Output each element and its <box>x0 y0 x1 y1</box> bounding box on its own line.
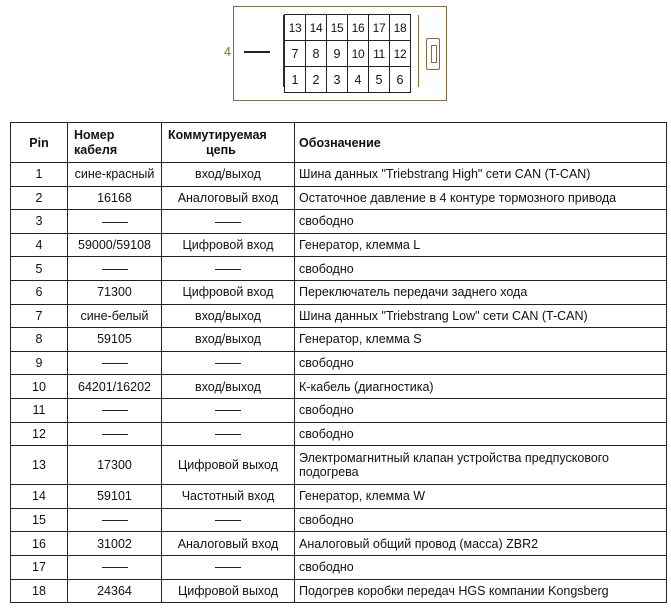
empty-dash <box>102 520 128 521</box>
connector-pin: 18 <box>389 14 411 41</box>
table-row <box>11 398 667 422</box>
cell-cable-number: сине-белый <box>68 304 162 328</box>
table-row <box>11 532 667 556</box>
connector-pin: 10 <box>347 40 369 67</box>
empty-dash <box>215 410 241 411</box>
cell-circuit: Частотный вход <box>162 485 295 509</box>
cell-pin: 1 <box>11 163 68 187</box>
header-pin: Pin <box>11 123 68 163</box>
pin4-lead-line <box>244 51 270 53</box>
header-cable-line1: Номер <box>74 127 115 142</box>
cell-cable-number: 59000/59108 <box>68 233 162 257</box>
cell-pin: 4 <box>11 233 68 257</box>
connector-pin: 3 <box>326 66 348 93</box>
connector-pin: 4 <box>347 66 369 93</box>
cell-designation: свободно <box>295 555 667 579</box>
table-row <box>11 508 667 532</box>
cell-pin: 2 <box>11 186 68 210</box>
table-row <box>11 446 667 485</box>
cell-cable-number: 31002 <box>68 532 162 556</box>
table-header-row <box>11 123 667 163</box>
connector-pin: 1 <box>284 66 306 93</box>
cell-circuit: Цифровой выход <box>162 579 295 603</box>
cell-designation: Остаточное давление в 4 контуре тормозного привода <box>295 186 667 210</box>
connector-pin: 17 <box>368 14 390 41</box>
connector-pin: 16 <box>347 14 369 41</box>
table-row <box>11 186 667 210</box>
cell-designation: свободно <box>295 422 667 446</box>
header-designation: Обозначение <box>295 123 667 163</box>
table-row <box>11 351 667 375</box>
cell-pin: 17 <box>11 555 68 579</box>
header-circuit-line2: цепь <box>206 142 236 157</box>
cell-circuit <box>162 422 295 446</box>
empty-dash <box>102 434 128 435</box>
cell-cable-number: 59105 <box>68 328 162 352</box>
table-body <box>11 163 667 603</box>
empty-dash <box>102 269 128 270</box>
cell-cable-number <box>68 398 162 422</box>
empty-dash <box>215 222 241 223</box>
connector-pin: 5 <box>368 66 390 93</box>
connector-pin: 7 <box>284 40 306 67</box>
cell-designation: Генератор, клемма W <box>295 485 667 509</box>
cell-designation: свободно <box>295 210 667 234</box>
cell-circuit: Аналоговый вход <box>162 532 295 556</box>
cell-cable-number <box>68 508 162 532</box>
cell-cable-number: 17300 <box>68 446 162 485</box>
pin-assignment-table <box>10 122 667 603</box>
cell-cable-number: 59101 <box>68 485 162 509</box>
cell-cable-number: 16168 <box>68 186 162 210</box>
cell-circuit <box>162 508 295 532</box>
cell-pin: 13 <box>11 446 68 485</box>
cell-circuit: вход/выход <box>162 375 295 399</box>
cell-designation: Подогрев коробки передач HGS компании Kongsberg <box>295 579 667 603</box>
cell-pin: 12 <box>11 422 68 446</box>
header-cable-number <box>68 123 162 163</box>
table-row <box>11 233 667 257</box>
cell-circuit: вход/выход <box>162 163 295 187</box>
cell-designation: свободно <box>295 351 667 375</box>
cell-cable-number <box>68 210 162 234</box>
cell-circuit <box>162 398 295 422</box>
cell-pin: 5 <box>11 257 68 281</box>
cell-pin: 18 <box>11 579 68 603</box>
cell-designation: Генератор, клемма L <box>295 233 667 257</box>
table-row <box>11 280 667 304</box>
cell-cable-number <box>68 422 162 446</box>
table-row <box>11 422 667 446</box>
cell-designation: Аналоговый общий провод (масса) ZBR2 <box>295 532 667 556</box>
cell-cable-number <box>68 257 162 281</box>
empty-dash <box>215 567 241 568</box>
cell-cable-number: сине-красный <box>68 163 162 187</box>
empty-dash <box>215 434 241 435</box>
cell-pin: 6 <box>11 280 68 304</box>
cell-circuit <box>162 210 295 234</box>
table-row <box>11 328 667 352</box>
cell-cable-number: 64201/16202 <box>68 375 162 399</box>
empty-dash <box>215 269 241 270</box>
cell-circuit: вход/выход <box>162 304 295 328</box>
cell-cable-number <box>68 351 162 375</box>
cell-circuit: Аналоговый вход <box>162 186 295 210</box>
table-row <box>11 257 667 281</box>
connector-pin: 11 <box>368 40 390 67</box>
cell-designation: Шина данных "Triebstrang Low" сети CAN (T-CAN) <box>295 304 667 328</box>
cell-pin: 3 <box>11 210 68 234</box>
empty-dash <box>102 410 128 411</box>
pin4-side-label: 4 <box>224 45 231 59</box>
cell-designation: свободно <box>295 257 667 281</box>
cell-designation: Шина данных "Triebstrang High" сети CAN (T-CAN) <box>295 163 667 187</box>
cell-circuit: Цифровой выход <box>162 446 295 485</box>
cell-designation: К-кабель (диагностика) <box>295 375 667 399</box>
cell-pin: 14 <box>11 485 68 509</box>
cell-pin: 15 <box>11 508 68 532</box>
connector-pin: 6 <box>389 66 411 93</box>
cell-pin: 9 <box>11 351 68 375</box>
table-row <box>11 579 667 603</box>
table-row <box>11 210 667 234</box>
connector-pin: 14 <box>305 14 327 41</box>
header-switched-circuit <box>162 123 295 163</box>
cell-circuit: Цифровой вход <box>162 233 295 257</box>
cell-pin: 16 <box>11 532 68 556</box>
table-row <box>11 485 667 509</box>
empty-dash <box>102 363 128 364</box>
cell-designation: Генератор, клемма S <box>295 328 667 352</box>
table-row <box>11 375 667 399</box>
cell-cable-number <box>68 555 162 579</box>
header-circuit-line1: Коммутируемая <box>168 127 267 142</box>
connector-pin: 2 <box>305 66 327 93</box>
cell-pin: 8 <box>11 328 68 352</box>
cell-circuit: Цифровой вход <box>162 280 295 304</box>
cell-designation: свободно <box>295 508 667 532</box>
cell-pin: 11 <box>11 398 68 422</box>
connector-pin: 13 <box>284 14 306 41</box>
empty-dash <box>102 222 128 223</box>
cell-designation: Электромагнитный клапан устройства предпускового подогрева <box>295 446 667 485</box>
cell-circuit: вход/выход <box>162 328 295 352</box>
table-row <box>11 304 667 328</box>
table-row <box>11 163 667 187</box>
cell-cable-number: 71300 <box>68 280 162 304</box>
cell-circuit <box>162 351 295 375</box>
connector-pin: 9 <box>326 40 348 67</box>
empty-dash <box>102 567 128 568</box>
cell-pin: 10 <box>11 375 68 399</box>
empty-dash <box>215 520 241 521</box>
connector-latch-inner <box>431 45 437 63</box>
header-cable-line2: кабеля <box>74 142 118 157</box>
connector-pin: 15 <box>326 14 348 41</box>
cell-designation: свободно <box>295 398 667 422</box>
connector-pin-grid <box>285 15 411 93</box>
cell-cable-number: 24364 <box>68 579 162 603</box>
cell-designation: Переключатель передачи заднего хода <box>295 280 667 304</box>
cell-circuit <box>162 257 295 281</box>
cell-pin: 7 <box>11 304 68 328</box>
connector-pin: 12 <box>389 40 411 67</box>
empty-dash <box>215 363 241 364</box>
connector-housing-right-edge <box>418 15 419 87</box>
table-row <box>11 555 667 579</box>
cell-circuit <box>162 555 295 579</box>
connector-pin: 8 <box>305 40 327 67</box>
